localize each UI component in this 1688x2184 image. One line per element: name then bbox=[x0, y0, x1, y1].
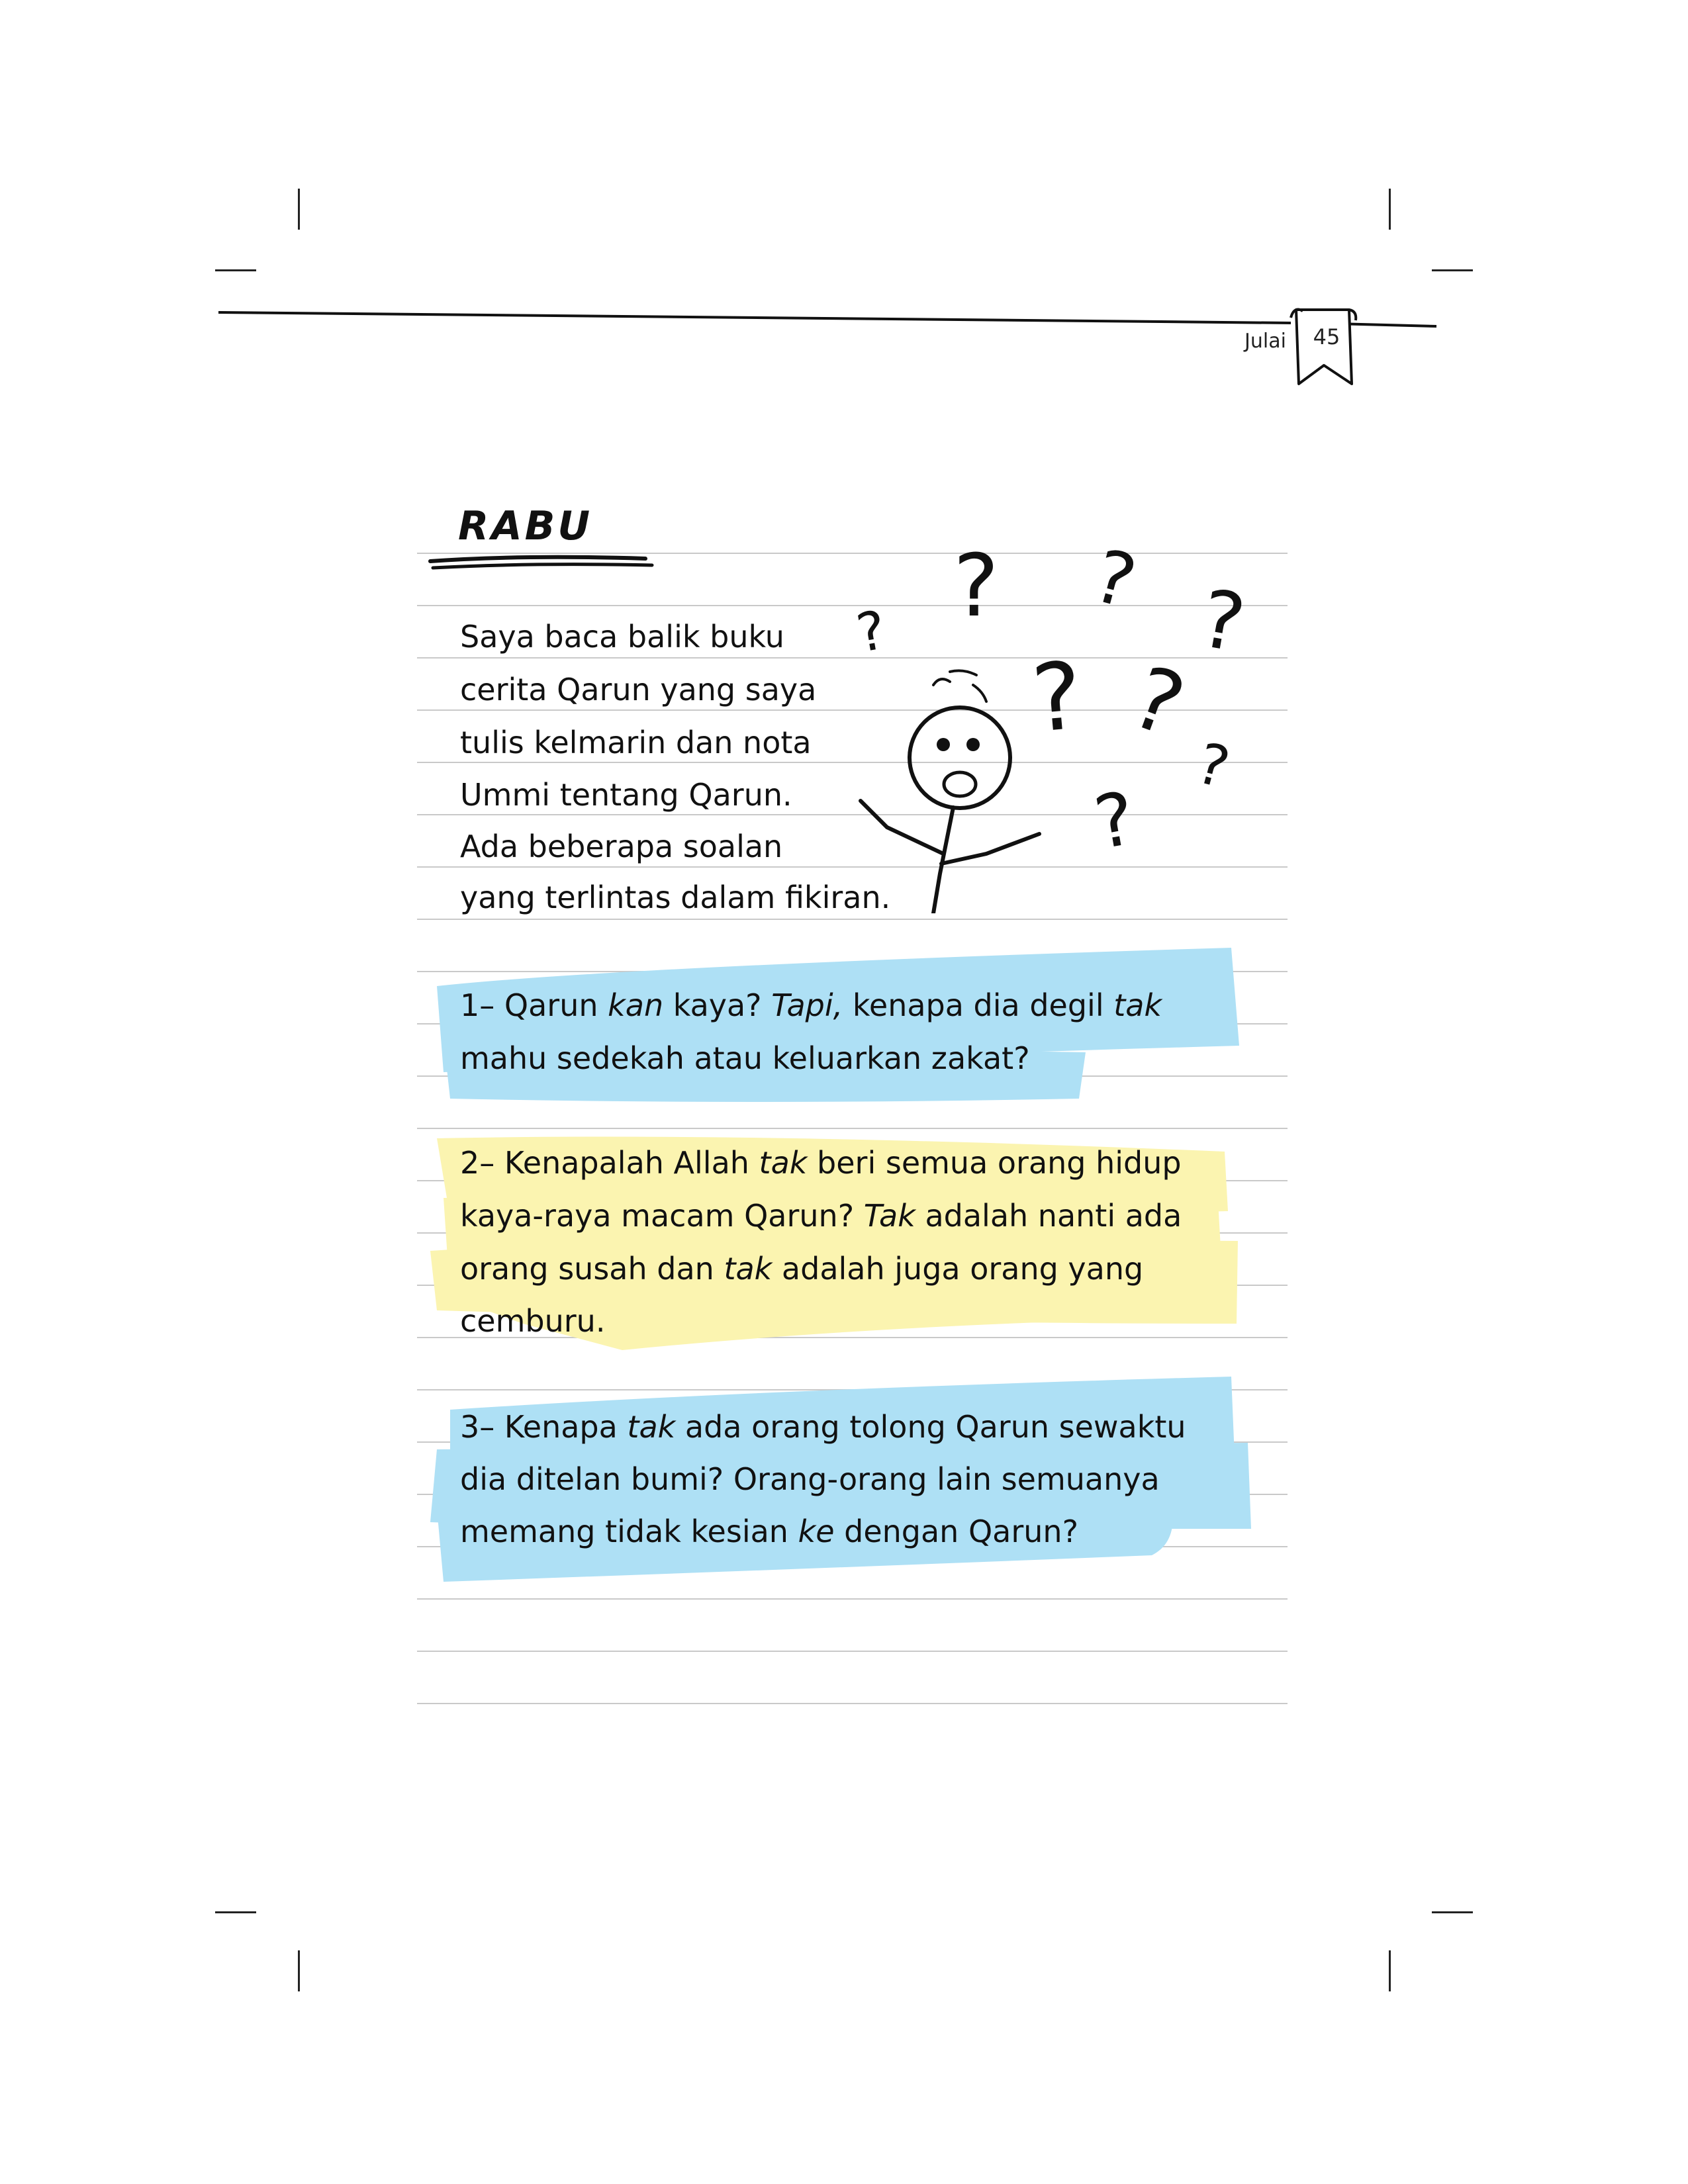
body-text: 2– Kenapalah Allah bbox=[460, 1145, 759, 1181]
title-underline bbox=[424, 549, 662, 576]
body-text: orang susah dan bbox=[460, 1251, 724, 1287]
ruled-line bbox=[417, 919, 1288, 920]
question-2-line bbox=[460, 1250, 1143, 1288]
question-2-line bbox=[460, 1197, 1182, 1235]
ruled-line bbox=[417, 1651, 1288, 1652]
intro-line: cerita Qarun yang saya bbox=[460, 672, 817, 707]
intro-line: yang terlintas dalam fikiran. bbox=[460, 880, 891, 915]
body-text: mahu sedekah atau keluarkan zakat? bbox=[460, 1040, 1030, 1076]
intro-line: Ummi tentang Qarun. bbox=[460, 777, 792, 813]
day-title: RABU bbox=[458, 503, 593, 549]
crop-mark bbox=[215, 1911, 256, 1913]
ruled-line bbox=[417, 1703, 1288, 1704]
question-3-line bbox=[460, 1512, 1078, 1551]
intro-line: Saya baca balik buku bbox=[460, 619, 784, 655]
intro-line: Ada beberapa soalan bbox=[460, 829, 783, 864]
body-text: kaya? bbox=[663, 987, 772, 1023]
question-2-line bbox=[460, 1144, 1182, 1182]
body-text: ada orang tolong Qarun sewaktu bbox=[675, 1409, 1186, 1445]
question-mark-icon: ? bbox=[1119, 646, 1197, 757]
emphasis-text: Tak bbox=[863, 1198, 915, 1234]
emphasis-text: tak bbox=[627, 1409, 676, 1445]
crop-mark bbox=[1389, 1950, 1391, 1991]
emphasis-text: ke bbox=[798, 1514, 835, 1549]
crop-mark bbox=[298, 1950, 300, 1991]
body-text: dia ditelan bumi? Orang-orang lain semuanya bbox=[460, 1461, 1160, 1497]
body-text: adalah juga orang yang bbox=[772, 1251, 1144, 1287]
crop-mark bbox=[1432, 1911, 1473, 1913]
intro-line: tulis kelmarin dan nota bbox=[460, 725, 812, 760]
highlight-question-1 bbox=[424, 940, 1251, 1112]
emphasis-text: kan bbox=[608, 987, 664, 1023]
body-text: adalah nanti ada bbox=[915, 1198, 1182, 1234]
question-3-line bbox=[460, 1408, 1186, 1446]
question-mark-icon: ? bbox=[1085, 533, 1145, 625]
emphasis-text: tak bbox=[724, 1251, 773, 1287]
question-mark-icon: ? bbox=[953, 535, 999, 636]
emphasis-text: tak bbox=[759, 1145, 808, 1181]
emphasis-text: Tapi, bbox=[771, 987, 843, 1023]
question-mark-icon: ? bbox=[1088, 775, 1142, 866]
page-number: 45 bbox=[1313, 324, 1340, 349]
body-text: dengan Qarun? bbox=[834, 1514, 1078, 1549]
body-text: kenapa dia degil bbox=[843, 987, 1114, 1023]
question-mark-icon: ? bbox=[1027, 642, 1087, 754]
question-mark-icon: ? bbox=[1190, 730, 1237, 802]
question-1-line bbox=[460, 986, 1162, 1024]
emphasis-text: tak bbox=[1113, 987, 1162, 1023]
question-3-line bbox=[460, 1460, 1160, 1498]
question-1-line bbox=[460, 1039, 1030, 1077]
body-text: kaya-raya macam Qarun? bbox=[460, 1198, 864, 1234]
body-text: 1– Qarun bbox=[460, 987, 608, 1023]
body-text: cemburu. bbox=[460, 1303, 606, 1339]
body-text: memang tidak kesian bbox=[460, 1514, 798, 1549]
question-mark-icon: ? bbox=[852, 599, 891, 664]
ruled-line bbox=[417, 1598, 1288, 1600]
body-text: 3– Kenapa bbox=[460, 1409, 628, 1445]
header-month: Julai bbox=[1244, 330, 1286, 353]
body-text: beri semua orang hidup bbox=[807, 1145, 1182, 1181]
question-mark-icon: ? bbox=[1194, 572, 1252, 671]
question-2-line bbox=[460, 1302, 605, 1340]
